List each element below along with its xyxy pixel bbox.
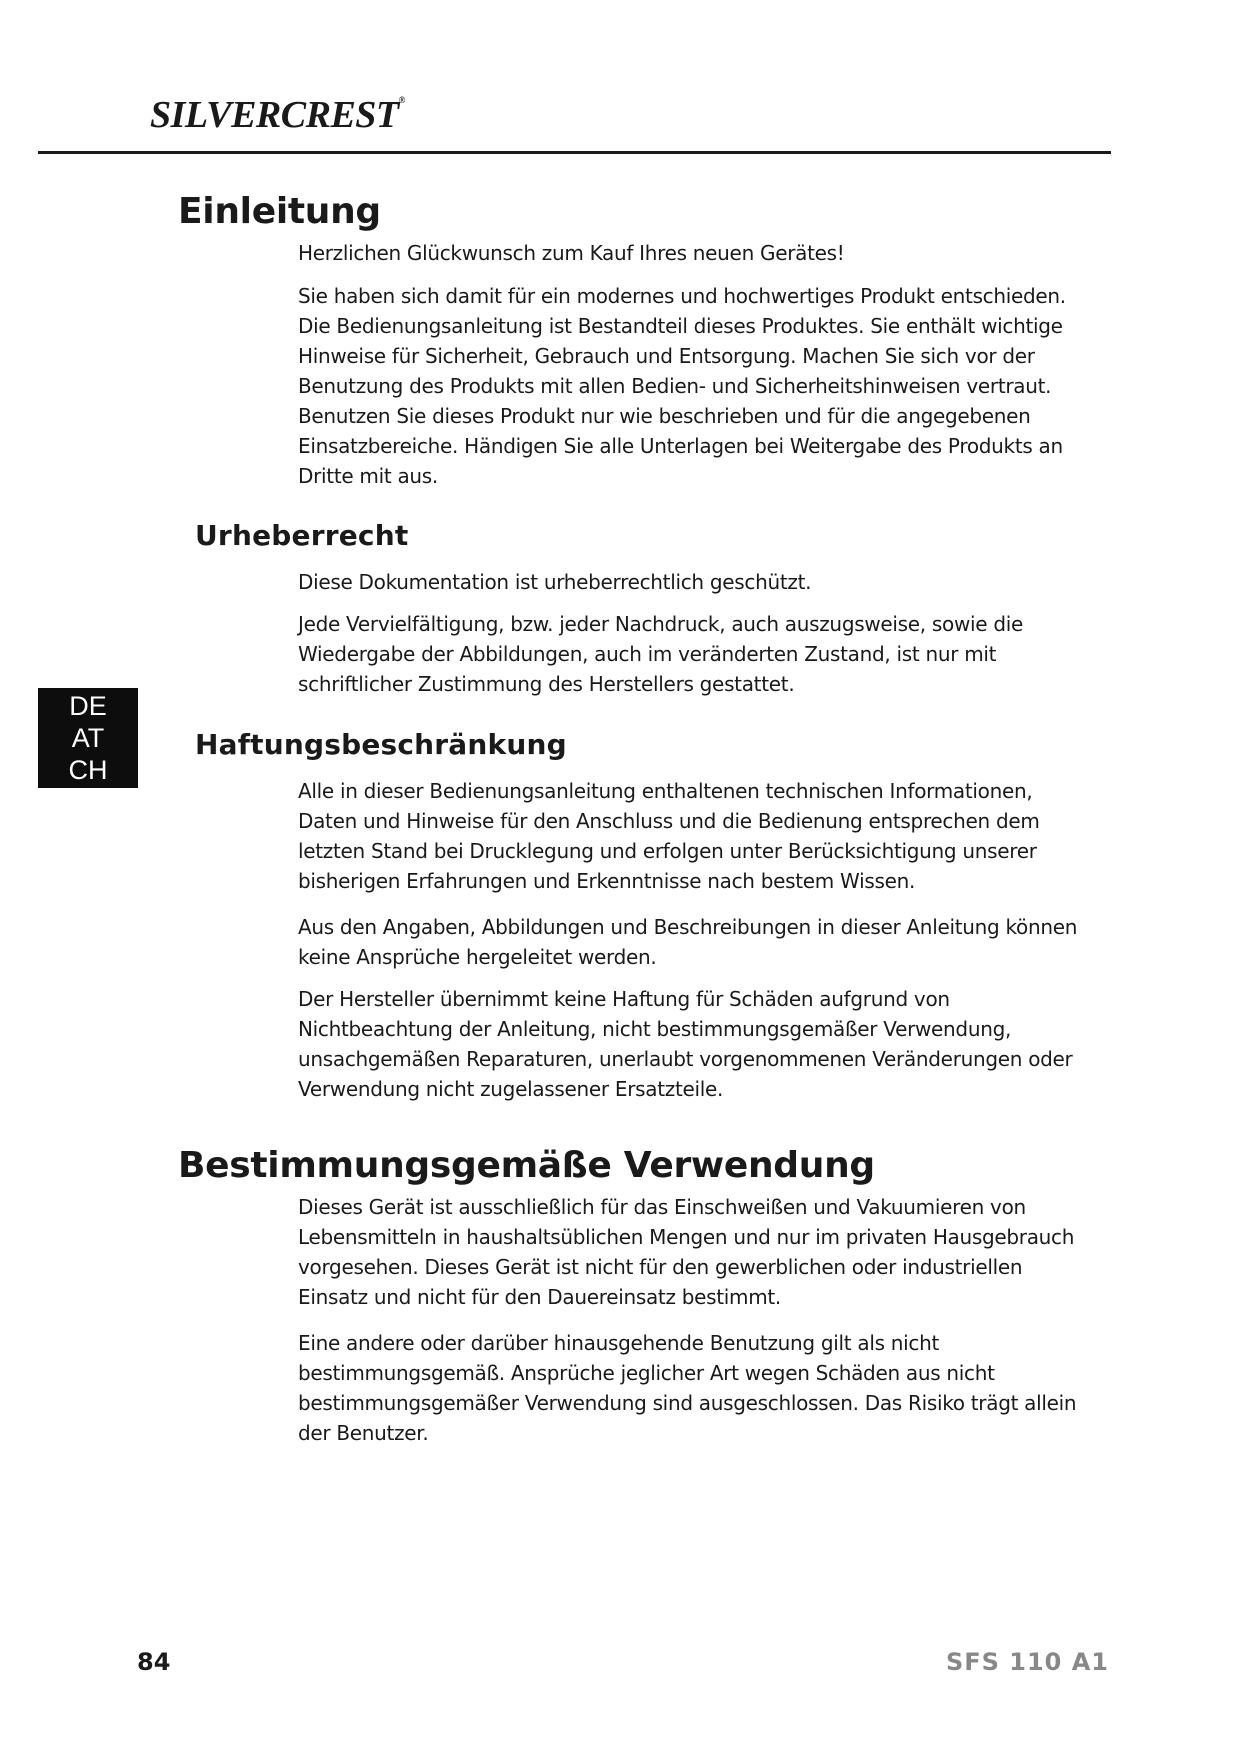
paragraph-haftung-3: Der Hersteller übernimmt keine Haftung für Schäden aufgrund von Nichtbeachtung der Anleitung, nicht bestimmungsgemäßer Verwendung, unsachgemäßen Reparaturen, unerlaubt vorgenommenen Veränderungen oder Verwendung nicht zugelassener Ersatzteile. [298, 987, 1073, 1101]
paragraph-urheberrecht-2: Jede Vervielfältigung, bzw. jeder Nachdruck, auch auszugsweise, sowie die Wiedergabe der Abbildungen, auch im veränderten Zustand, ist nur mit schriftlicher Zustimmung des Herstellers gestattet. [298, 612, 1023, 696]
header-rule [38, 151, 1111, 154]
paragraph-haftung-1: Alle in dieser Bedienungsanleitung enthaltenen technischen Informationen, Daten und Hinweise für den Anschluss und die Bedienung entsprechen dem letzten Stand bei Drucklegung und erfolgen unter Berücksichtigung unserer bisherigen Erfahrungen und Erkenntnisse nach bestem Wissen. [298, 779, 1040, 893]
page-number: 84 [137, 1648, 171, 1676]
brand-logo-part2: CREST [280, 94, 399, 136]
brand-logo [150, 96, 405, 134]
language-code-at: AT [71, 723, 105, 753]
paragraph-einleitung-1: Herzlichen Glückwunsch zum Kauf Ihres neuen Gerätes! [298, 241, 845, 265]
brand-logo-part1: SILVER [150, 94, 281, 136]
heading-haftung: Haftungsbeschränkung [195, 728, 567, 761]
language-tab [38, 688, 138, 788]
heading-urheberrecht: Urheberrecht [195, 519, 409, 552]
paragraph-verwendung-2: Eine andere oder darüber hinausgehende Benutzung gilt als nicht bestimmungsgemäß. Ansprüche jeglicher Art wegen Schäden aus nicht bestimmungsgemäßer Verwendung sind ausgeschlossen. Das Risiko trägt allein der Benutzer. [298, 1331, 1077, 1445]
paragraph-verwendung-1: Dieses Gerät ist ausschließlich für das Einschweißen und Vakuumieren von Lebensmitteln in haushaltsüblichen Mengen und nur im privaten Hausgebrauch vorgesehen. Dieses Gerät ist nicht für den gewerblichen oder industriellen Einsatz und nicht für den Dauereinsatz bestimmt. [298, 1195, 1075, 1309]
language-code-de: DE [69, 691, 107, 721]
language-code-ch: CH [68, 755, 108, 785]
paragraph-einleitung-2: Sie haben sich damit für ein modernes und hochwertiges Produkt entschieden. Die Bedienungsanleitung ist Bestandteil dieses Produktes. Sie enthält wichtige Hinweise für Sicherheit, Gebrauch und Entsorgung. Machen Sie sich vor der Benutzung des Produkts mit allen Bedien- und Sicherheitshinweisen vertraut. Benutzen Sie dieses Produkt nur wie beschrieben und für die angegebenen Einsatzbereiche. Händigen Sie alle Unterlagen bei Weitergabe des Produkts an Dritte mit aus. [298, 284, 1066, 488]
heading-einleitung: Einleitung [178, 191, 381, 232]
model-number: SFS 110 A1 [945, 1648, 1109, 1676]
heading-verwendung: Bestimmungsgemäße Verwendung [178, 1145, 875, 1186]
brand-registered-mark: ® [398, 95, 405, 105]
paragraph-urheberrecht-1: Diese Dokumentation ist urheberrechtlich geschützt. [298, 570, 812, 594]
paragraph-haftung-2: Aus den Angaben, Abbildungen und Beschreibungen in dieser Anleitung können keine Ansprüche hergeleitet werden. [298, 915, 1078, 969]
